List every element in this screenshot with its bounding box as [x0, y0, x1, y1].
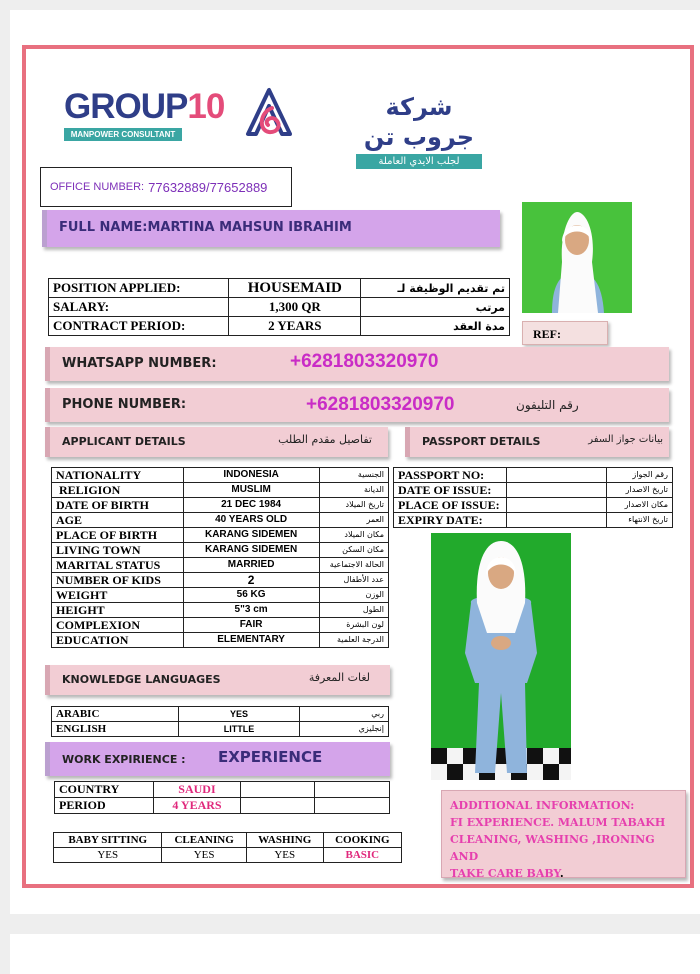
logo-main-text: GROUP [64, 87, 188, 126]
position-table [48, 278, 510, 336]
full-name-banner [42, 210, 500, 247]
field-label: PLACE OF BIRTH [52, 528, 184, 543]
field-label: EDUCATION [52, 633, 184, 648]
position-label-ar: تم تقديم الوظيفة لـ [361, 279, 510, 298]
position-value: HOUSEMAID [229, 279, 361, 298]
table-row [52, 528, 389, 543]
languages-table [51, 706, 389, 737]
knowledge-label-ar: لغات المعرفة [308, 671, 370, 684]
table-row [49, 279, 510, 298]
field-label: WEIGHT [52, 588, 184, 603]
field-label-ar: الحالة الاجتماعية [319, 558, 388, 573]
additional-line: FI EXPERIENCE. MALUM TABAKH [450, 816, 666, 829]
phone-banner [45, 388, 669, 422]
logo-number-text: 10 [187, 87, 225, 126]
whatsapp-banner [45, 347, 669, 381]
table-row [52, 468, 389, 483]
empty-cell [240, 782, 315, 798]
whatsapp-number: +6281803320970 [290, 351, 439, 372]
additional-information-box [441, 790, 686, 878]
field-label-ar: العمر [319, 513, 388, 528]
full-name: FULL NAME:MARTINA MAHSUN IBRAHIM [59, 220, 352, 235]
phone-label-ar: رقم التليفون [516, 398, 579, 412]
passport-field-value [506, 483, 606, 498]
passport-field-label: DATE OF ISSUE: [394, 483, 507, 498]
field-label-ar: الدرجة العلمية [319, 633, 388, 648]
table-row [52, 483, 389, 498]
office-number-box [40, 167, 292, 207]
table-row [54, 848, 402, 863]
table-row [52, 543, 389, 558]
passport-field-value [506, 468, 606, 483]
passport-field-value [506, 513, 606, 528]
skill-value: YES [246, 848, 323, 863]
field-label-ar: مكان السكن [319, 543, 388, 558]
field-label: AGE [52, 513, 184, 528]
salary-value: 1,300 QR [229, 298, 361, 317]
empty-cell [315, 798, 390, 814]
work-field-label: PERIOD [55, 798, 154, 814]
passport-field-label: PASSPORT NO: [394, 468, 507, 483]
whatsapp-label: WHATSAPP NUMBER: [62, 356, 217, 371]
passport-field-label: EXPIRY DATE: [394, 513, 507, 528]
office-label: OFFICE NUMBER: [50, 181, 145, 193]
applicant-details-banner [45, 427, 388, 457]
applicant-table [51, 467, 389, 648]
contract-label-ar: مدة العقد [361, 317, 510, 336]
knowledge-label: KNOWLEDGE LANGUAGES [62, 673, 221, 686]
skill-value: YES [54, 848, 162, 863]
group10-logo [64, 87, 225, 141]
skill-header: CLEANING [162, 833, 246, 848]
table-row [52, 573, 389, 588]
arabic-logo-text: شركة جروب تن [363, 93, 475, 151]
portrait-photo [522, 202, 632, 313]
field-label: DATE OF BIRTH [52, 498, 184, 513]
table-row [52, 618, 389, 633]
table-row [55, 782, 390, 798]
field-label-ar: عدد الأطفال [319, 573, 388, 588]
table-row [52, 498, 389, 513]
table-row [52, 633, 389, 648]
applicant-details-label: APPLICANT DETAILS [62, 435, 186, 448]
arabic-logo-tagline: لجلب الايدي العاملة [356, 154, 482, 169]
field-label-ar: لون البشرة [319, 618, 388, 633]
work-experience-banner [45, 742, 390, 776]
field-value: 56 KG [183, 588, 319, 603]
knowledge-languages-banner [45, 665, 390, 695]
field-label: NATIONALITY [52, 468, 184, 483]
table-row [52, 513, 389, 528]
table-row [54, 833, 402, 848]
passport-field-label-ar: تاريخ الاصدار [607, 483, 673, 498]
portrait-figure-icon [522, 202, 632, 313]
additional-line: TAKE CARE BABY [450, 867, 560, 880]
field-label-ar: الوزن [319, 588, 388, 603]
language-value: YES [179, 707, 300, 722]
skills-table [53, 832, 402, 863]
field-value: 2 [183, 573, 319, 588]
contract-value: 2 YEARS [229, 317, 361, 336]
table-row [394, 513, 673, 528]
field-value: MARRIED [183, 558, 319, 573]
passport-field-label-ar: تاريخ الانتهاء [607, 513, 673, 528]
additional-line: CLEANING, WASHING ,IRONING AND [450, 833, 655, 863]
table-row [49, 298, 510, 317]
table-row [55, 798, 390, 814]
full-body-figure-icon [431, 533, 571, 780]
table-row [49, 317, 510, 336]
field-label-ar: تاريخ الميلاد [319, 498, 388, 513]
position-label: POSITION APPLIED: [49, 279, 229, 298]
logo-tagline: MANPOWER CONSULTANT [64, 128, 182, 141]
empty-cell [315, 782, 390, 798]
passport-field-label-ar: مكان الاصدار [607, 498, 673, 513]
language-label-ar: إنجليزي [300, 722, 389, 737]
field-label: HEIGHT [52, 603, 184, 618]
empty-cell [240, 798, 315, 814]
field-label: COMPLEXION [52, 618, 184, 633]
work-field-value: 4 YEARS [153, 798, 240, 814]
table-row [52, 707, 389, 722]
field-label: MARITAL STATUS [52, 558, 184, 573]
work-field-label: COUNTRY [55, 782, 154, 798]
phone-number: +6281803320970 [306, 394, 455, 415]
table-row [52, 603, 389, 618]
field-value: 21 DEC 1984 [183, 498, 319, 513]
field-value: KARANG SIDEMEN [183, 528, 319, 543]
passport-field-value [506, 498, 606, 513]
field-label-ar: الطول [319, 603, 388, 618]
language-label: ARABIC [52, 707, 179, 722]
language-label-ar: ربي [300, 707, 389, 722]
contract-label: CONTRACT PERIOD: [49, 317, 229, 336]
additional-end: . [559, 867, 564, 880]
field-label-ar: مكان الميلاد [319, 528, 388, 543]
table-row [52, 722, 389, 737]
field-label: NUMBER OF KIDS [52, 573, 184, 588]
work-field-value: SAUDI [153, 782, 240, 798]
table-row [394, 468, 673, 483]
skill-value: BASIC [323, 848, 401, 863]
arabic-logo [356, 92, 482, 169]
table-row [52, 588, 389, 603]
ref-box: REF: [522, 321, 608, 345]
emblem-logo-icon [242, 86, 296, 142]
next-page [10, 934, 700, 974]
field-label: RELIGION [52, 483, 184, 498]
office-number: 77632889/77652889 [148, 179, 268, 195]
checkered-floor [431, 748, 571, 780]
work-experience-value: EXPERIENCE [218, 748, 323, 766]
table-row [52, 558, 389, 573]
language-value: LITTLE [179, 722, 300, 737]
work-experience-label: WORK EXPIRIENCE : [62, 753, 186, 766]
language-label: ENGLISH [52, 722, 179, 737]
passport-details-label-ar: بيانات جواز السفر [588, 434, 663, 445]
field-label-ar: الديانة [319, 483, 388, 498]
passport-table [393, 467, 673, 528]
field-value: MUSLIM [183, 483, 319, 498]
field-label: LIVING TOWN [52, 543, 184, 558]
field-label-ar: الجنسية [319, 468, 388, 483]
additional-line: ADDITIONAL INFORMATION: [450, 799, 635, 812]
field-value: 40 YEARS OLD [183, 513, 319, 528]
skill-header: COOKING [323, 833, 401, 848]
salary-label-ar: مرتب [361, 298, 510, 317]
field-value: FAIR [183, 618, 319, 633]
field-value: INDONESIA [183, 468, 319, 483]
passport-details-banner [405, 427, 669, 457]
salary-label: SALARY: [49, 298, 229, 317]
passport-field-label-ar: رقم الجواز [607, 468, 673, 483]
passport-field-label: PLACE OF ISSUE: [394, 498, 507, 513]
table-row [394, 498, 673, 513]
phone-label: PHONE NUMBER: [62, 397, 187, 412]
skill-header: WASHING [246, 833, 323, 848]
full-body-photo [431, 533, 571, 780]
work-table [54, 781, 390, 814]
field-value: KARANG SIDEMEN [183, 543, 319, 558]
field-value: ELEMENTARY [183, 633, 319, 648]
field-value: 5"3 cm [183, 603, 319, 618]
passport-details-label: PASSPORT DETAILS [422, 435, 541, 448]
skill-header: BABY SITTING [54, 833, 162, 848]
table-row [394, 483, 673, 498]
skill-value: YES [162, 848, 246, 863]
applicant-details-label-ar: تفاصيل مقدم الطلب [278, 433, 372, 446]
